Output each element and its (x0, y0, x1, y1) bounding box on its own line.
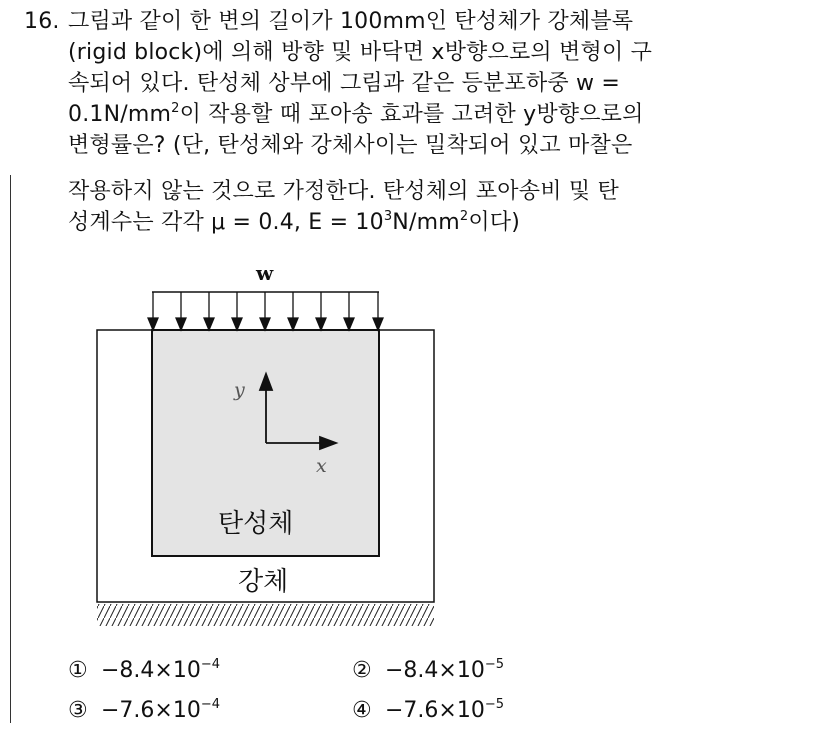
choice-2[interactable] (352, 657, 504, 685)
y-axis-label: y (234, 379, 245, 401)
choice-3[interactable] (68, 697, 220, 725)
load-label: w (256, 261, 274, 285)
figure-diagram (80, 258, 450, 638)
question-line-3: 속되어 있다. 탄성체 상부에 그림과 같은 등분포하중 w = (68, 71, 621, 96)
ground-hatch (97, 604, 434, 626)
choice-3-mark: ③ (68, 698, 88, 723)
choice-2-mark: ② (352, 658, 372, 683)
load-arrows (148, 292, 383, 330)
load-value: 0.1N/mm (68, 102, 172, 127)
question-line-4 (68, 101, 644, 129)
superscript-2: 2 (171, 101, 180, 116)
choice-4-base: −7.6×10 (385, 698, 485, 723)
choice-1[interactable] (68, 657, 220, 685)
choice-1-base: −8.4×10 (101, 658, 201, 683)
question-line-7 (68, 209, 520, 237)
question-number: 16. (24, 9, 60, 34)
choice-2-base: −8.4×10 (385, 658, 485, 683)
elastic-label: 탄성체 (218, 509, 294, 539)
property-end: 이다) (468, 210, 520, 235)
rigid-label: 강체 (238, 567, 289, 597)
question-line-2: (rigid block)에 의해 방향 및 바닥면 x방향으로의 변형이 구 (68, 40, 653, 65)
x-axis-label: x (316, 455, 327, 477)
question-line-6: 작용하지 않는 것으로 가정한다. 탄성체의 포아송비 및 탄 (68, 179, 619, 204)
choice-2-exp: −5 (484, 657, 505, 672)
choice-3-base: −7.6×10 (101, 698, 201, 723)
superscript-2b: 2 (459, 209, 469, 224)
choice-1-exp: −4 (200, 657, 221, 672)
question-line-5: 변형률은? (단, 탄성체와 강체사이는 밀착되어 있고 마찰은 (68, 133, 633, 158)
choice-4-mark: ④ (352, 698, 372, 723)
question-line-1: 그림과 같이 한 변의 길이가 100mm인 탄성체가 강체블록 (68, 9, 634, 34)
question-line-4-rest: 이 작용할 때 포아송 효과를 고려한 y방향으로의 (179, 102, 644, 127)
choice-4[interactable] (352, 697, 504, 725)
unit-text: N/mm (392, 210, 460, 235)
property-text: 성계수는 각각 μ = 0.4, E = 10 (68, 210, 384, 235)
choice-1-mark: ① (68, 658, 88, 683)
choice-3-exp: −4 (200, 697, 221, 712)
margin-rule (10, 175, 11, 723)
superscript-3: 3 (383, 209, 393, 224)
choice-4-exp: −5 (484, 697, 505, 712)
